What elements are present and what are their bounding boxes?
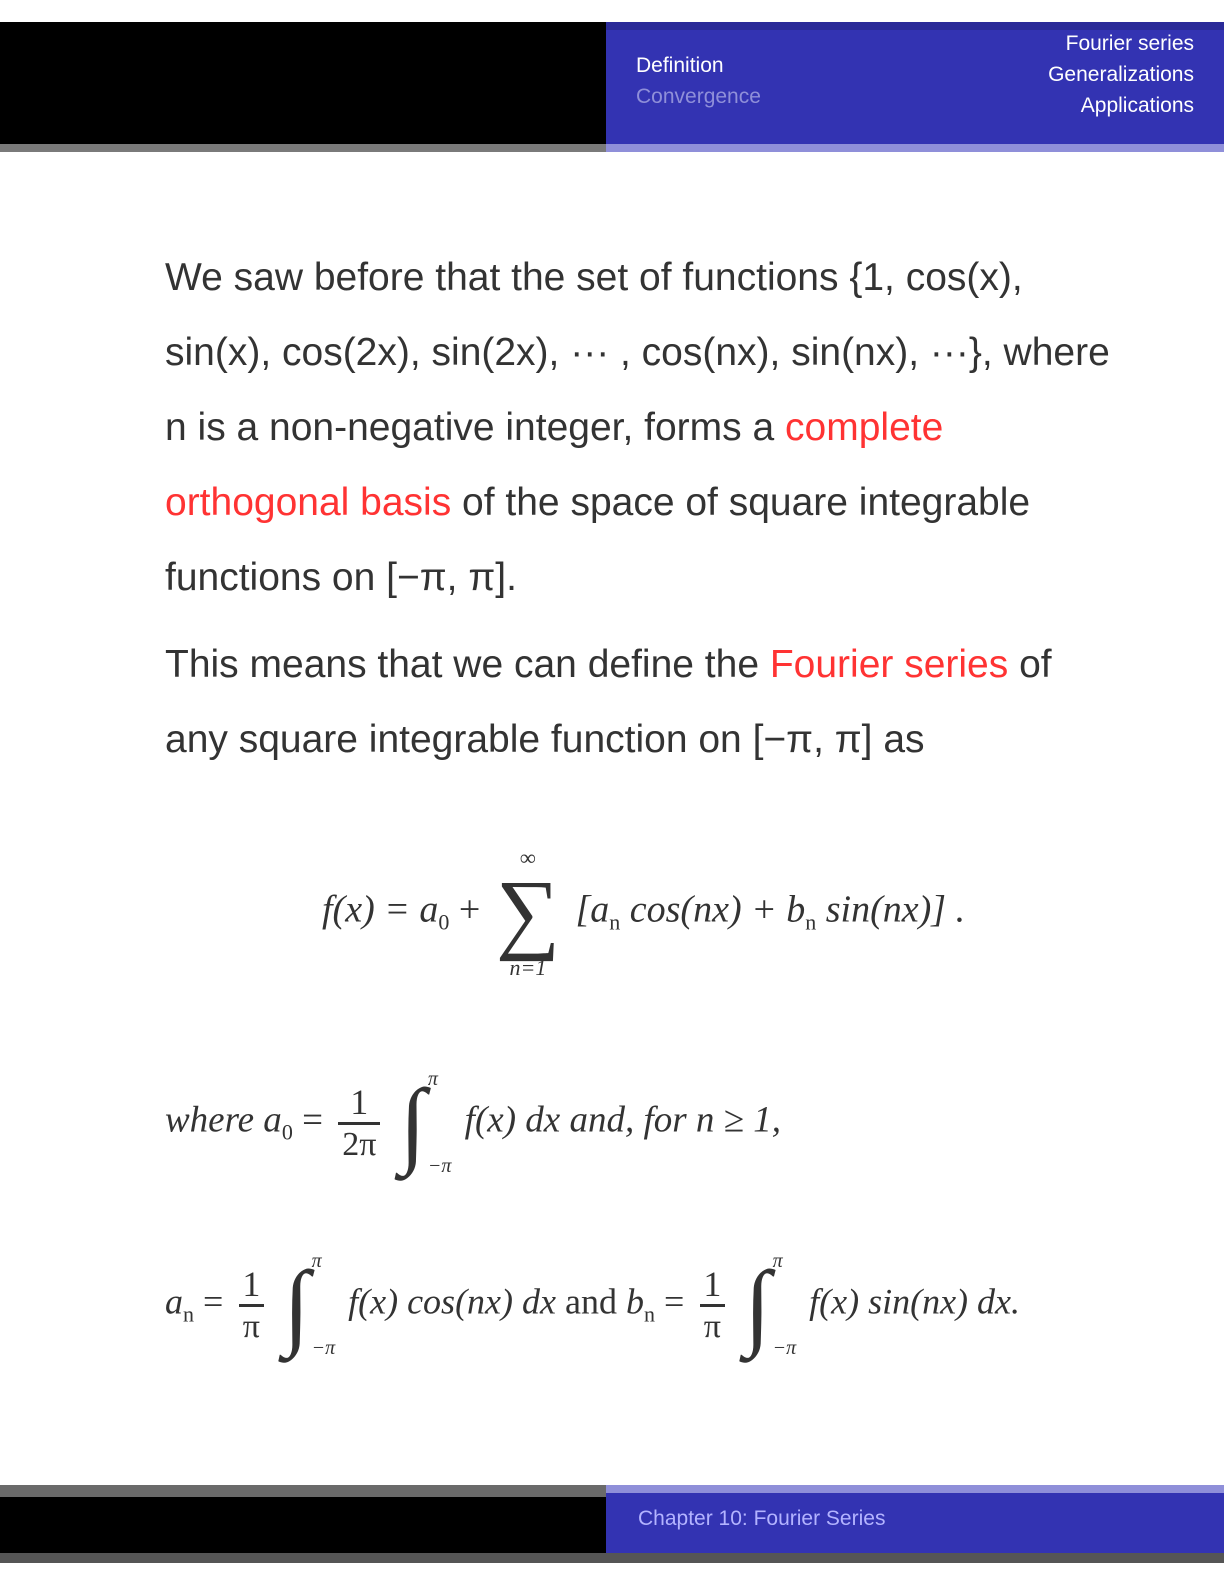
eq1-term-mid: cos(nx) + b (620, 888, 806, 931)
eq3-integrand-b: f(x) sin(nx) dx. (809, 1281, 1021, 1322)
fourier-series-equation (322, 845, 965, 981)
summation (496, 845, 560, 981)
fraction-numerator-a: 1 (242, 1263, 261, 1304)
integral-upper-limit-b: π (772, 1250, 783, 1272)
integral-limits (428, 1068, 452, 1178)
fraction-numerator-b: 1 (703, 1263, 722, 1304)
integral-limits-b (773, 1250, 797, 1360)
eq3-integrand-a: f(x) cos(nx) dx (348, 1281, 557, 1322)
footer-right-panel (606, 1493, 1224, 1553)
eq3-b-sub: n (644, 1301, 655, 1327)
eq3-a: a (165, 1281, 183, 1322)
slide-content (165, 240, 1125, 789)
integral (400, 1068, 452, 1178)
header-left-panel (0, 22, 606, 144)
footer-right-cap (606, 1485, 1224, 1493)
eq3-b: b (626, 1281, 644, 1322)
paragraph-definition-before: This means that we can define the (165, 643, 770, 686)
header-right-underline (606, 144, 1224, 152)
highlight-complete-orthogonal-basis: complete orthogonal basis (165, 406, 944, 524)
section-link-applications[interactable]: Applications (1080, 94, 1194, 117)
section-link-fourier-series[interactable]: Fourier series (1065, 32, 1194, 55)
highlight-fourier-series: Fourier series (769, 643, 1009, 686)
subsection-link-convergence[interactable]: Convergence (636, 85, 761, 108)
integral-lower-limit: −π (427, 1155, 452, 1177)
header-left-underline (0, 144, 606, 152)
integral-limits-a (312, 1250, 336, 1360)
eq1-lhs: f(x) = a (322, 888, 439, 931)
fraction-one-over-pi-b (699, 1264, 725, 1347)
eq1-plus: + (449, 888, 490, 931)
eq1-term-open: [a (575, 888, 610, 931)
integral-lower-limit-a: −π (311, 1337, 336, 1359)
eq1-sub-b: n (805, 909, 817, 935)
subsection-nav (636, 50, 761, 112)
eq2-tail: and, for n ≥ 1, (560, 1099, 781, 1141)
eq1-term-end: sin(nx)] . (816, 888, 966, 931)
fraction-one-over-pi-a (238, 1264, 264, 1347)
integral-b (744, 1250, 796, 1360)
integral-upper-limit: π (427, 1068, 438, 1090)
integral-a (283, 1250, 335, 1360)
paragraph-definition (165, 627, 1125, 777)
footer-bar (0, 1485, 1224, 1553)
section-link-generalizations[interactable]: Generalizations (1048, 63, 1194, 86)
paragraph-basis (165, 240, 1125, 615)
a0-definition (165, 1068, 781, 1178)
fraction-numerator: 1 (350, 1081, 369, 1122)
integral-sign-b: ∫ (744, 1251, 771, 1358)
eq1-lhs-sub: 0 (438, 909, 450, 935)
subsection-link-definition[interactable]: Definition (636, 54, 724, 77)
eq3-a-sub: n (183, 1301, 194, 1327)
footer-title: Chapter 10: Fourier Series (638, 1507, 886, 1530)
integral-sign: ∫ (399, 1069, 426, 1176)
eq3-and: and (556, 1281, 626, 1322)
fraction-denominator-a: π (239, 1304, 264, 1347)
footer-left-topline (0, 1485, 606, 1497)
fraction-one-over-two-pi (338, 1082, 380, 1165)
eq2-where: where a (165, 1099, 282, 1141)
eq3-equals-a: = (194, 1281, 233, 1322)
eq2-where-sub: 0 (281, 1119, 293, 1145)
an-bn-definitions (165, 1250, 1020, 1360)
eq1-sub-a: n (609, 909, 621, 935)
eq3-equals-b: = (655, 1281, 694, 1322)
paragraph-basis-after: of the space of square integrable functions on [−π, π]. (165, 481, 1031, 599)
sum-upper-limit: ∞ (520, 845, 536, 870)
sum-lower-limit: n=1 (509, 955, 547, 980)
integral-upper-limit-a: π (311, 1250, 322, 1272)
paragraph-basis-before: We saw before that the set of functions {1, cos(x), sin(x), cos(2x), sin(2x), ··· , cos(nx), sin(nx), ···}, where n is a non-negative integer, forms a (165, 256, 1110, 449)
fraction-denominator: 2π (338, 1122, 380, 1165)
integral-lower-limit-b: −π (772, 1337, 797, 1359)
paragraph-definition-after: of any square integrable function on [−π, π] as (165, 643, 1052, 761)
sigma-symbol: ∑ (495, 863, 560, 962)
eq2-integrand: f(x) dx (464, 1099, 561, 1141)
eq2-equals: = (292, 1099, 333, 1141)
header-bar (0, 22, 1224, 152)
integral-sign-a: ∫ (283, 1251, 310, 1358)
fraction-denominator-b: π (700, 1304, 725, 1347)
footer-bottom-line (0, 1553, 1224, 1563)
